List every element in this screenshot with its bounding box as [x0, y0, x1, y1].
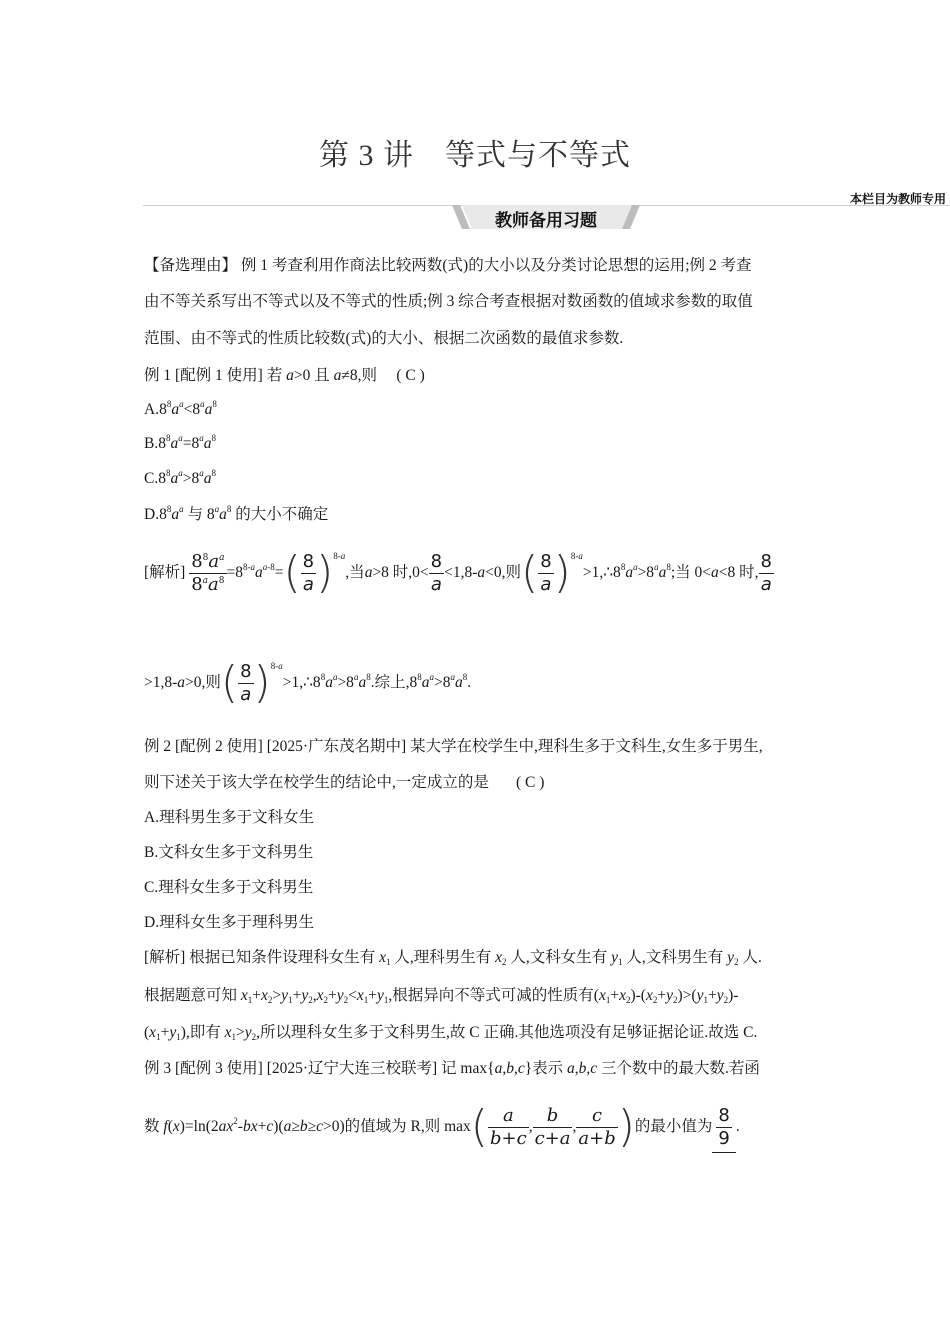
ex2-solution-line-2: 根据题意可知 $x_1+x_2>y_1+y_2,x_2+y_2<x_1+y_1$,根据异向不等式可减的性质有$(x_1+x_2)-(x_2+y_2)>(y_1+y_2)-$	[144, 987, 739, 1005]
ex1-solution-line-1: [解析] $\frac{8^8a^a}{8^aa^8}$ $=8^{8-a}a^{a-8}=$( $\frac{8}{a}$ )$^{8-a}$,当a>8 时,0< $\frac{8}{a}$ <1,8-a<0,则( $\frac{8}{a}$ )$^{8-a}>1,\therefore 8^8a^a>8^aa^8$;当 0<a<8 时, $\frac{8}{a}$	[144, 547, 772, 599]
ex1-question: 例 1 [配例 1 使用] 若 a>0 且 a≠8,则 ( C )	[144, 367, 425, 384]
ex3-question-line-2: 数 $f(x)=\ln(2ax^2-bx+c)(a\ge b\ge c>0)$的值域为 R,则 max( $\frac{a}{b+c}$ , $\frac{b}{c+a}$ , $\frac{c}{a+b}$ )的最小值为 $\frac{8}{9}$ .	[144, 1101, 740, 1153]
fraction: $\frac{8^8a^a}{8^aa^8}$	[191, 550, 225, 595]
teacher-only-note: 本栏目为教师专用	[849, 192, 946, 206]
ex3-answer-blank	[712, 1102, 735, 1153]
ex2-option-c: C.理科女生多于文科男生	[144, 879, 314, 896]
ex2-question-line-1: 例 2 [配例 2 使用] [2025·广东茂名期中] 某大学在校学生中,理科生多于文科生,女生多于男生,	[144, 738, 763, 755]
ex1-answer: ( C )	[396, 367, 425, 384]
ex2-question-line-2: 则下述关于该大学在校学生的结论中,一定成立的是 ( C )	[144, 774, 545, 791]
fraction: $\frac{8}{a}$	[760, 550, 772, 595]
fraction: $\frac{a}{b+c}$	[489, 1104, 527, 1149]
ex2-solution-line-1: [解析] 根据已知条件设理科女生有 $x_1$ 人,理科男生有 $x_2$ 人,文科女生有 $y_1$ 人,文科男生有 $y_2$ 人.	[144, 949, 762, 967]
fraction: $\frac{b}{c+a}$	[534, 1104, 571, 1149]
ex1-solution-line-2: >1,8-a>0,则( $\frac{8}{a}$ )$^{8-a}>1,\therefore 8^8a^a>8^aa^8$.综上$,8^8a^a>8^aa^8$.	[144, 657, 472, 709]
ex2-answer: ( C )	[516, 774, 545, 791]
ex2-option-a: A.理科男生多于文科女生	[144, 809, 315, 826]
fraction: $\frac{8}{a}$	[430, 550, 443, 595]
ex1-option-b: $B.8^8a^a=8^aa^8$	[144, 433, 216, 452]
ex2-solution-line-3: $(x_1+y_1)$,即有 $x_1>y_2$,所以理科女生多于文科男生,故 C 正确.其他选项没有足够证据论证.故选 C.	[144, 1024, 758, 1042]
ex2-option-d: D.理科女生多于理科男生	[144, 914, 315, 931]
fraction: $\frac{8}{a}$	[302, 550, 315, 595]
fraction: $\frac{8}{a}$	[540, 550, 552, 595]
ex3-answer: $\frac{8}{9}$	[718, 1104, 730, 1149]
fraction: $\frac{c}{a+b}$	[578, 1104, 616, 1149]
ex3-question-line-1: 例 3 [配例 3 使用] [2025·辽宁大连三校联考] 记 max{a,b,c}表示 a,b,c 三个数中的最大数.若函	[144, 1060, 760, 1077]
reason-line-1: 【备选理由】 例 1 考查利用作商法比较两数(式)的大小以及分类讨论思想的运用;例 2 考查	[144, 257, 752, 274]
reason-label: 【备选理由】	[144, 257, 238, 274]
ex1-option-c: $C.8^8a^a>8^aa^8$	[144, 468, 216, 487]
fraction: $\frac{8}{a}$	[240, 660, 252, 705]
ex2-option-b: B.文科女生多于文科男生	[144, 844, 314, 861]
page-title: 第 3 讲 等式与不等式	[319, 139, 631, 172]
ex1-option-d: $D.8^8a^a$ 与 $8^aa^8$ 的大小不确定	[144, 504, 329, 523]
ex1-option-a: $A.8^8a^a<8^aa^8$	[144, 399, 217, 418]
banner-label: 教师备用习题	[495, 211, 597, 231]
reason-line-3: 范围、由不等式的性质比较数(式)的大小、根据二次函数的最值求参数.	[144, 330, 624, 347]
section-banner	[448, 203, 644, 231]
reason-line-2: 由不等关系写出不等式以及不等式的性质;例 3 综合考查根据对数函数的值域求参数的取值	[144, 293, 753, 310]
